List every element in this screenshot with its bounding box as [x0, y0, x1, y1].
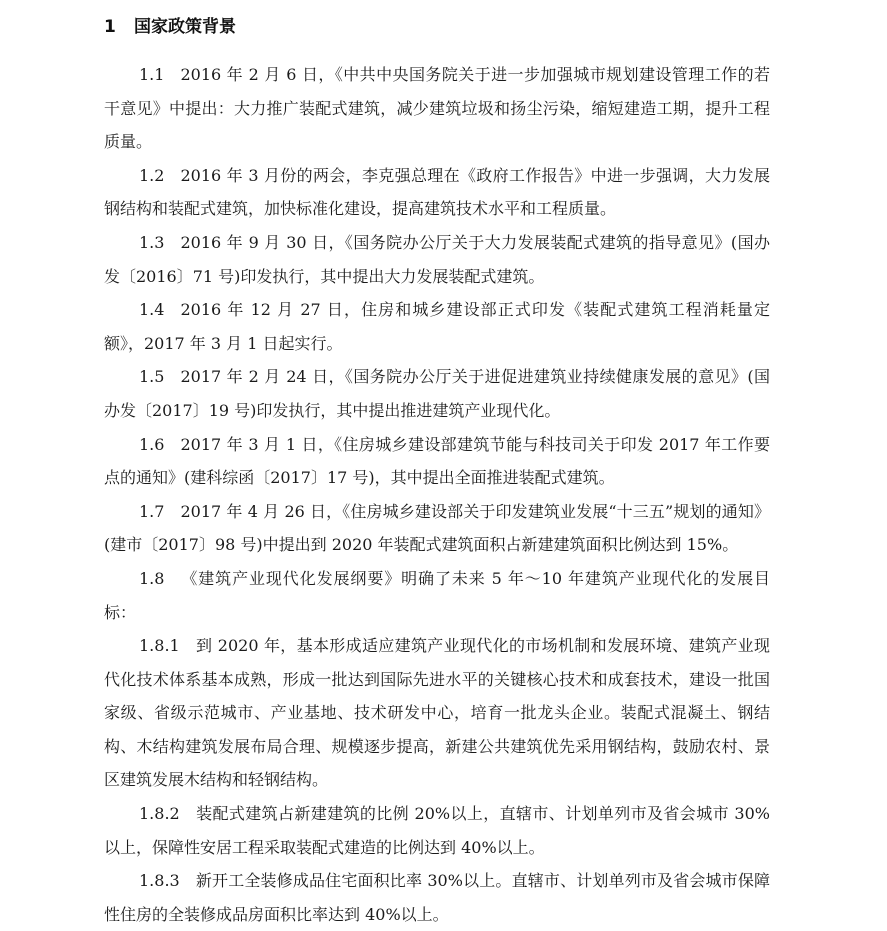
paragraph-1-8-3	[104, 864, 770, 931]
section-number: 1	[104, 17, 116, 37]
paragraph-number: 1.6	[139, 434, 165, 454]
paragraph-1-8-2	[104, 797, 770, 864]
paragraph-text: 2016 年 3 月份的两会，李克强总理在《政府工作报告》中进一步强调，大力发展钢结构和装配式建筑，加快标准化建设，提高建筑技术水平和工程质量。	[104, 165, 770, 219]
paragraph-number: 1.8	[139, 568, 165, 588]
paragraph-1-6	[104, 428, 770, 495]
paragraph-text: 新开工全装修成品住宅面积比率 30%以上。直辖市、计划单列市及省会城市保障性住房的全装修成品房面积比率达到 40%以上。	[104, 871, 770, 924]
section-title: 国家政策背景	[134, 17, 236, 37]
paragraph-number: 1.8.3	[139, 871, 180, 891]
paragraph-1-8	[104, 562, 770, 629]
paragraph-number: 1.4	[139, 300, 165, 320]
paragraph-1-4	[104, 293, 770, 360]
paragraph-number: 1.8.1	[139, 636, 180, 656]
paragraph-1-1	[104, 58, 770, 159]
paragraph-text: 2017 年 3 月 1 日，《住房城乡建设部建筑节能与科技司关于印发 2017 年工作要点的通知》(建科综函〔2017〕17 号)，其中提出全面推进装配式建筑。	[104, 434, 770, 488]
paragraph-number: 1.5	[139, 367, 165, 387]
document-body	[104, 58, 770, 931]
paragraph-number: 1.1	[139, 65, 165, 84]
paragraph-text: 2016 年 2 月 6 日，《中共中央国务院关于进一步加强城市规划建设管理工作的若干意见》中提出：大力推广装配式建筑，减少建筑垃圾和扬尘污染，缩短建造工期，提升工程质量。	[104, 65, 770, 152]
paragraph-number: 1.7	[139, 501, 165, 521]
paragraph-number: 1.8.2	[139, 804, 180, 824]
paragraph-number: 1.3	[139, 232, 165, 252]
section-heading	[104, 12, 236, 37]
paragraph-text: 2017 年 2 月 24 日，《国务院办公厅关于进促进建筑业持续健康发展的意见》(国办发〔2017〕19 号)印发执行，其中提出推进建筑产业现代化。	[104, 367, 770, 420]
paragraph-text: 2016 年 12 月 27 日，住房和城乡建设部正式印发《装配式建筑工程消耗量定额》，2017 年 3 月 1 日起实行。	[104, 300, 770, 353]
paragraph-text: 2016 年 9 月 30 日，《国务院办公厅关于大力发展装配式建筑的指导意见》(国办发〔2016〕71 号)印发执行，其中提出大力发展装配式建筑。	[104, 232, 770, 286]
paragraph-text: 到 2020 年，基本形成适应建筑产业现代化的市场机制和发展环境、建筑产业现代化技术体系基本成熟，形成一批达到国际先进水平的关键核心技术和成套技术，建设一批国家级、省级示范城市、产业基地、技术研发中心，培育一批龙头企业。装配式混凝土、钢结构、木结构建筑发展布局合理、规模逐步提高，新建公共建筑优先采用钢结构，鼓励农村、景区建筑发展木结构和轻钢结构。	[104, 636, 770, 790]
paragraph-number: 1.2	[139, 165, 165, 185]
paragraph-1-8-1	[104, 629, 770, 797]
paragraph-text: 《建筑产业现代化发展纲要》明确了未来 5 年～10 年建筑产业现代化的发展目标：	[104, 568, 770, 622]
paragraph-1-3	[104, 226, 770, 293]
paragraph-1-2	[104, 159, 770, 226]
paragraph-1-7	[104, 495, 770, 562]
paragraph-text: 2017 年 4 月 26 日，《住房城乡建设部关于印发建筑业发展“十三五”规划的通知》(建市〔2017〕98 号)中提出到 2020 年装配式建筑面积占新建建筑面积比例达到 15%。	[104, 501, 770, 555]
paragraph-text: 装配式建筑占新建建筑的比例 20%以上，直辖市、计划单列市及省会城市 30%以上，保障性安居工程采取装配式建造的比例达到 40%以上。	[104, 804, 770, 857]
paragraph-1-5	[104, 360, 770, 427]
